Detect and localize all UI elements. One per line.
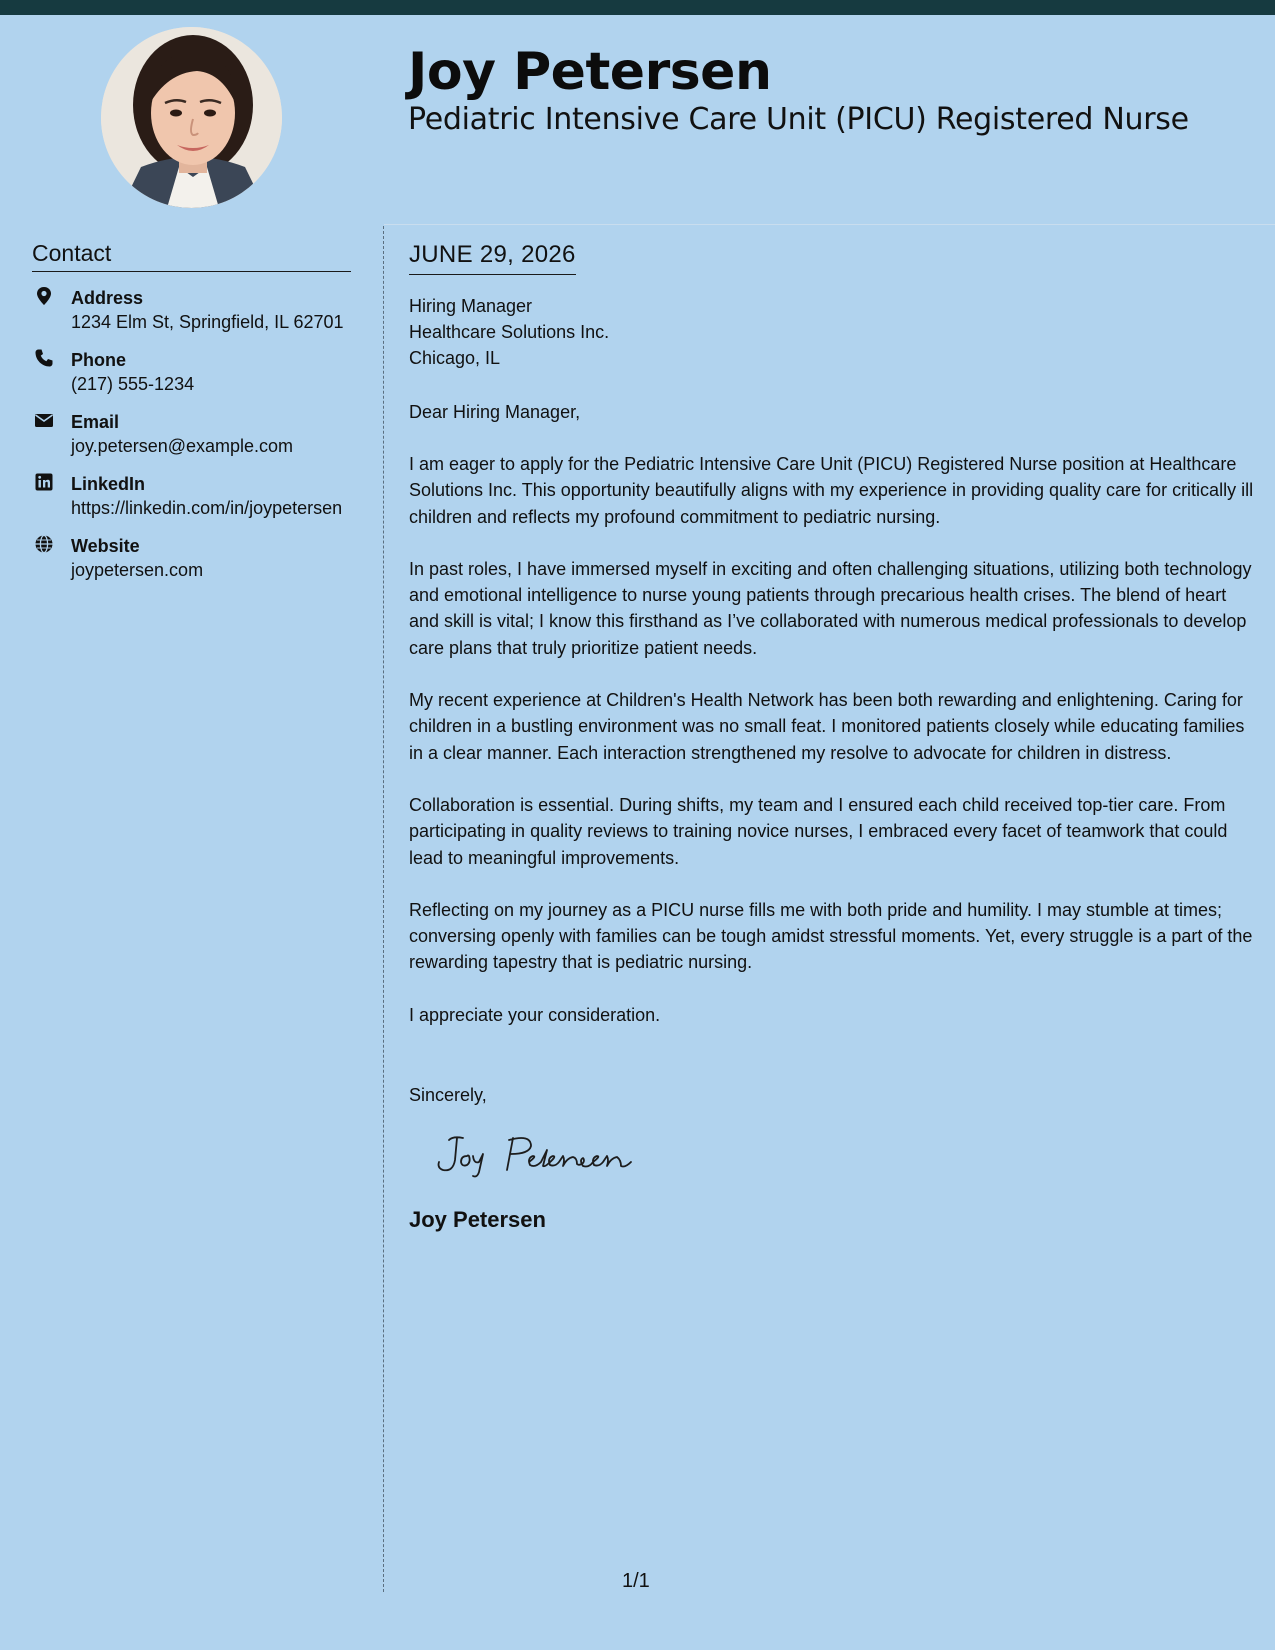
envelope-icon — [34, 410, 54, 430]
contact-value: 1234 Elm St, Springfield, IL 62701 — [71, 312, 344, 332]
letter-paragraph: Reflecting on my journey as a PICU nurse fills me with both pride and humility. I may stumble at times; conversing openly with families can be tough amidst stressful moments. Yet, every struggle is a part of the rewarding tapestry that is pediatric nursing. — [409, 899, 1253, 973]
profile-photo — [101, 27, 282, 208]
contact-sidebar — [32, 240, 351, 582]
contact-address — [32, 286, 351, 334]
contact-phone — [32, 348, 351, 396]
letter-paragraph: Collaboration is essential. During shifts, my team and I ensured each child received top-tier care. From participating in quality reviews to training novice nurses, I embraced every facet of teamwork that could lead to meaningful improvements. — [409, 794, 1228, 868]
recipient-line: Healthcare Solutions Inc. — [409, 322, 610, 342]
letter-date: JUNE 29, 2026 — [409, 241, 576, 275]
contact-value: (217) 555-1234 — [71, 374, 195, 394]
contact-heading: Contact — [32, 240, 351, 272]
closing: Sincerely, — [409, 1085, 487, 1106]
contact-value: joy.petersen@example.com — [71, 436, 294, 456]
applicant-name: Joy Petersen — [408, 42, 772, 102]
contact-label: Email — [71, 412, 120, 432]
letter-paragraph: I appreciate your consideration. — [409, 1004, 661, 1025]
recipient-line: Chicago, IL — [409, 348, 501, 368]
letter-paragraph: I am eager to apply for the Pediatric Intensive Care Unit (PICU) Registered Nurse position at Healthcare Solutions Inc. This opportunity beautifully aligns with my experience in providing quality care for critically ill children and reflects my profound commitment to pediatric nursing. — [409, 454, 1254, 527]
map-pin-icon — [34, 286, 54, 306]
contact-website — [32, 534, 351, 582]
column-divider — [383, 226, 384, 1592]
contact-label: Phone — [71, 350, 127, 370]
letter-paragraph: My recent experience at Children's Health Network has been both rewarding and enlightening. Caring for children in a bustling environment was no small feat. I monitored patients closely while educating families in a clear manner. Each interaction strengthened my resolve to advocate for children in distress. — [409, 690, 1245, 763]
phone-icon — [34, 348, 54, 368]
contact-label: Address — [71, 288, 144, 308]
contact-label: LinkedIn — [71, 474, 146, 494]
signer-name: Joy Petersen — [409, 1207, 546, 1233]
contact-value[interactable]: joypetersen.com — [71, 560, 204, 580]
contact-label: Website — [71, 536, 140, 556]
header-divider — [384, 224, 1275, 225]
globe-icon — [34, 534, 54, 554]
job-title: Pediatric Intensive Care Unit (PICU) Registered Nurse — [408, 102, 1189, 137]
contact-value[interactable]: https://linkedin.com/in/joypetersen — [71, 498, 343, 518]
salutation: Dear Hiring Manager, — [409, 402, 581, 422]
linkedin-icon — [34, 472, 54, 492]
contact-email — [32, 410, 351, 458]
top-accent-bar — [0, 0, 1275, 15]
handwritten-signature — [433, 1130, 1254, 1187]
letter-paragraph: In past roles, I have immersed myself in exciting and often challenging situations, utilizing both technology and emotional intelligence to nurse young patients through precarious health crises. The blend of heart and skill is vital; I know this firsthand as I’ve collaborated with numerous medical professionals to develop care plans that truly prioritize patient needs. — [409, 558, 1252, 658]
contact-linkedin — [32, 472, 351, 520]
recipient-line: Hiring Manager — [409, 296, 533, 316]
page-number: 1/1 — [622, 1570, 650, 1592]
recipient-block — [409, 293, 1254, 371]
letter-body — [409, 241, 1254, 1233]
